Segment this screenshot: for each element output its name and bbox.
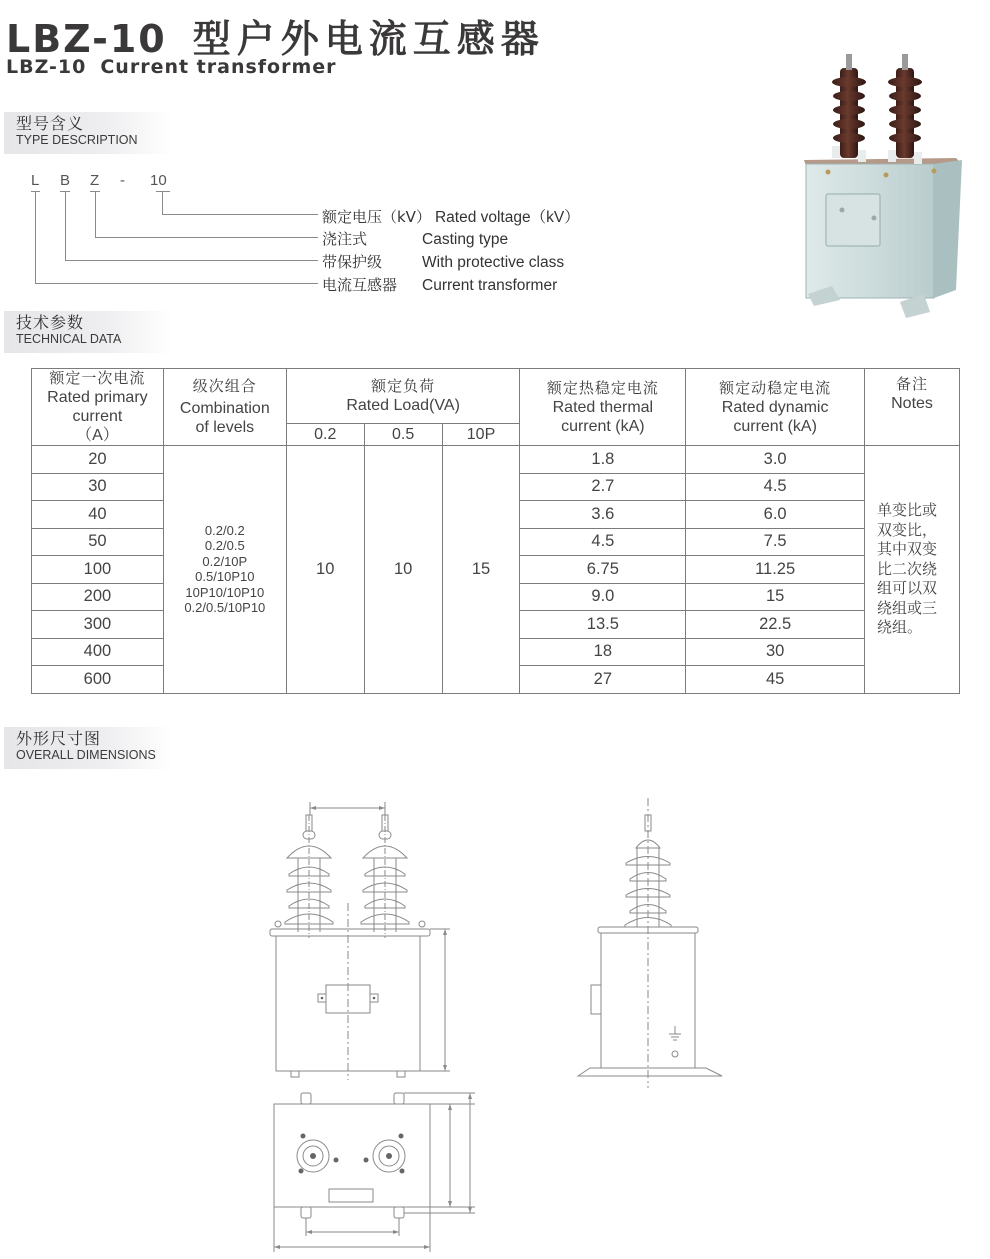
product-photo	[796, 50, 966, 325]
cell-dynamic: 30	[686, 638, 865, 666]
header-unit: （A）	[76, 427, 119, 444]
meaning-en: Rated voltage（kV）	[434, 209, 580, 226]
section-title-en: OVERALL DIMENSIONS	[16, 748, 156, 762]
cell-dynamic: 11.25	[686, 556, 865, 584]
meaning-en: Current transformer	[422, 277, 558, 294]
title-cn: 型户外电流互感器	[192, 17, 545, 61]
meaning-cn: 额定电压（kV）	[322, 208, 431, 226]
combination-item: 0.2/10P	[202, 553, 248, 569]
type-meaning-ct	[322, 274, 557, 295]
cell-thermal: 6.75	[520, 556, 686, 584]
section-technical-data	[4, 311, 174, 353]
bushing-flange-left	[297, 1134, 339, 1174]
section-title-cn: 外形尺寸图	[16, 729, 102, 748]
note-line: 比二次绕	[877, 559, 938, 578]
cell-thermal: 27	[520, 666, 686, 694]
cell-load-0-2: 10	[286, 446, 364, 694]
meaning-en: With protective class	[422, 254, 565, 271]
section-title-en: TYPE DESCRIPTION	[16, 133, 138, 147]
type-meaning-protective	[322, 251, 564, 272]
nameplate-label: 铭牌	[341, 1191, 361, 1202]
header-en: Notes	[891, 395, 933, 412]
header-combination	[163, 369, 286, 446]
header-dynamic	[686, 369, 865, 446]
cell-dynamic: 22.5	[686, 611, 865, 639]
overall-dimensions-drawing	[0, 780, 990, 1259]
cell-primary-current: 30	[32, 473, 164, 501]
dim-label-380: 380	[340, 1234, 364, 1248]
dim-label-275: 275	[457, 1143, 471, 1167]
header-en: Combination	[179, 400, 270, 417]
cell-thermal: 2.7	[520, 473, 686, 501]
dim-label-342: 342	[430, 986, 444, 1010]
header-en: current (kA)	[733, 417, 817, 435]
header-load-0-2: 0.2	[286, 424, 364, 446]
cell-thermal: 13.5	[520, 611, 686, 639]
header-primary-current	[32, 369, 164, 446]
meaning-en: Casting type	[422, 231, 509, 248]
table-header-row	[32, 369, 960, 424]
note-line: 其中双变	[877, 540, 938, 558]
meaning-cn: 带保护级	[322, 253, 383, 271]
section-overall-dimensions	[4, 727, 174, 769]
header-en: of levels	[195, 419, 255, 436]
note-line: 双变比，	[877, 520, 938, 539]
type-code-letter-b: B	[60, 172, 71, 189]
insulator-right	[888, 54, 922, 158]
header-cn: 额定一次电流	[49, 369, 146, 387]
cell-dynamic: 6.0	[686, 501, 865, 529]
type-code-letter-z: Z	[90, 172, 100, 189]
meaning-cn: 电流互感器	[322, 276, 398, 294]
page-subtitle	[6, 56, 337, 78]
header-load-10p: 10P	[442, 424, 520, 446]
nameplate	[329, 1189, 373, 1202]
note-line: 单变比或	[877, 501, 938, 519]
top-view	[274, 1093, 475, 1252]
front-view	[270, 795, 450, 1080]
dim-label-195: 195	[335, 795, 359, 809]
dim-label-250: 250	[437, 1148, 451, 1172]
header-cn: 额定负荷	[371, 377, 436, 395]
leader-line	[35, 191, 318, 284]
section-title-cn: 型号含义	[16, 114, 85, 133]
bushing-flange-right	[364, 1134, 406, 1174]
header-en: Rated primary	[47, 389, 148, 406]
combination-item: 0.5/10P10	[195, 569, 255, 585]
type-code-dash: -	[120, 172, 125, 189]
meaning-cn: 浇注式	[322, 230, 368, 248]
cell-notes	[865, 446, 960, 694]
header-cn: 级次组合	[192, 377, 257, 395]
section-title-en: TECHNICAL DATA	[16, 332, 122, 346]
header-en: Rated Load(VA)	[346, 397, 460, 414]
insulator-left-drawing	[285, 815, 333, 938]
combination-item: 0.2/0.5	[204, 538, 245, 554]
header-en: current	[72, 408, 123, 425]
cell-primary-current: 400	[32, 638, 164, 666]
subtitle-en: Current transformer	[100, 56, 337, 78]
type-meaning-voltage	[322, 205, 580, 227]
type-code-voltage: 10	[150, 172, 167, 189]
cell-dynamic: 4.5	[686, 473, 865, 501]
header-en: Rated dynamic	[721, 398, 829, 416]
cell-dynamic: 45	[686, 666, 865, 694]
section-type-description	[4, 112, 174, 154]
insulator-right-drawing	[361, 815, 409, 938]
header-thermal	[520, 369, 686, 446]
combination-item: 10P10/10P10	[185, 584, 265, 600]
cell-thermal: 4.5	[520, 528, 686, 556]
type-meaning-casting	[322, 228, 508, 249]
combination-item: 0.2/0.2	[204, 522, 245, 538]
cell-primary-current: 600	[32, 666, 164, 694]
terminal-p1-label: P1	[305, 833, 313, 840]
table-row	[32, 446, 960, 474]
technical-data-table	[31, 368, 960, 694]
terminal-p2-label: P2	[381, 833, 389, 840]
header-cn: 额定动稳定电流	[719, 378, 832, 397]
header-cn: 额定热稳定电流	[546, 378, 659, 397]
cell-load-10p: 15	[442, 446, 520, 694]
cell-primary-current: 300	[32, 611, 164, 639]
cell-thermal: 1.8	[520, 446, 686, 474]
title-model: LBZ-10	[6, 17, 167, 61]
side-view	[578, 798, 722, 1088]
cell-dynamic: 7.5	[686, 528, 865, 556]
cell-thermal: 9.0	[520, 583, 686, 611]
cell-primary-current: 40	[32, 501, 164, 529]
cell-dynamic: 15	[686, 583, 865, 611]
cell-primary-current: 50	[32, 528, 164, 556]
combination-item: 0.2/0.5/10P10	[184, 600, 266, 616]
cell-primary-current: 100	[32, 556, 164, 584]
header-load-0-5: 0.5	[364, 424, 442, 446]
cell-primary-current: 200	[32, 583, 164, 611]
page-title	[6, 8, 545, 63]
note-line: 绕组。	[877, 618, 923, 636]
section-title-cn: 技术参数	[16, 313, 85, 332]
header-rated-load	[286, 369, 520, 424]
insulator-left	[832, 54, 866, 158]
cell-dynamic: 3.0	[686, 446, 865, 474]
header-en: current (kA)	[561, 417, 645, 435]
subtitle-model: LBZ-10	[6, 56, 87, 78]
note-line: 组可以双	[877, 579, 938, 597]
cell-primary-current: 20	[32, 446, 164, 474]
header-en: Rated thermal	[552, 398, 654, 416]
header-notes	[865, 369, 960, 446]
type-code-letter-l: L	[31, 172, 40, 189]
cell-thermal: 18	[520, 638, 686, 666]
header-cn: 备注	[896, 375, 929, 393]
cell-thermal: 3.6	[520, 501, 686, 529]
cell-load-0-5: 10	[364, 446, 442, 694]
cell-combinations	[163, 446, 286, 694]
note-line: 绕组或三	[877, 598, 938, 617]
dim-label-260: 260	[340, 1218, 364, 1232]
